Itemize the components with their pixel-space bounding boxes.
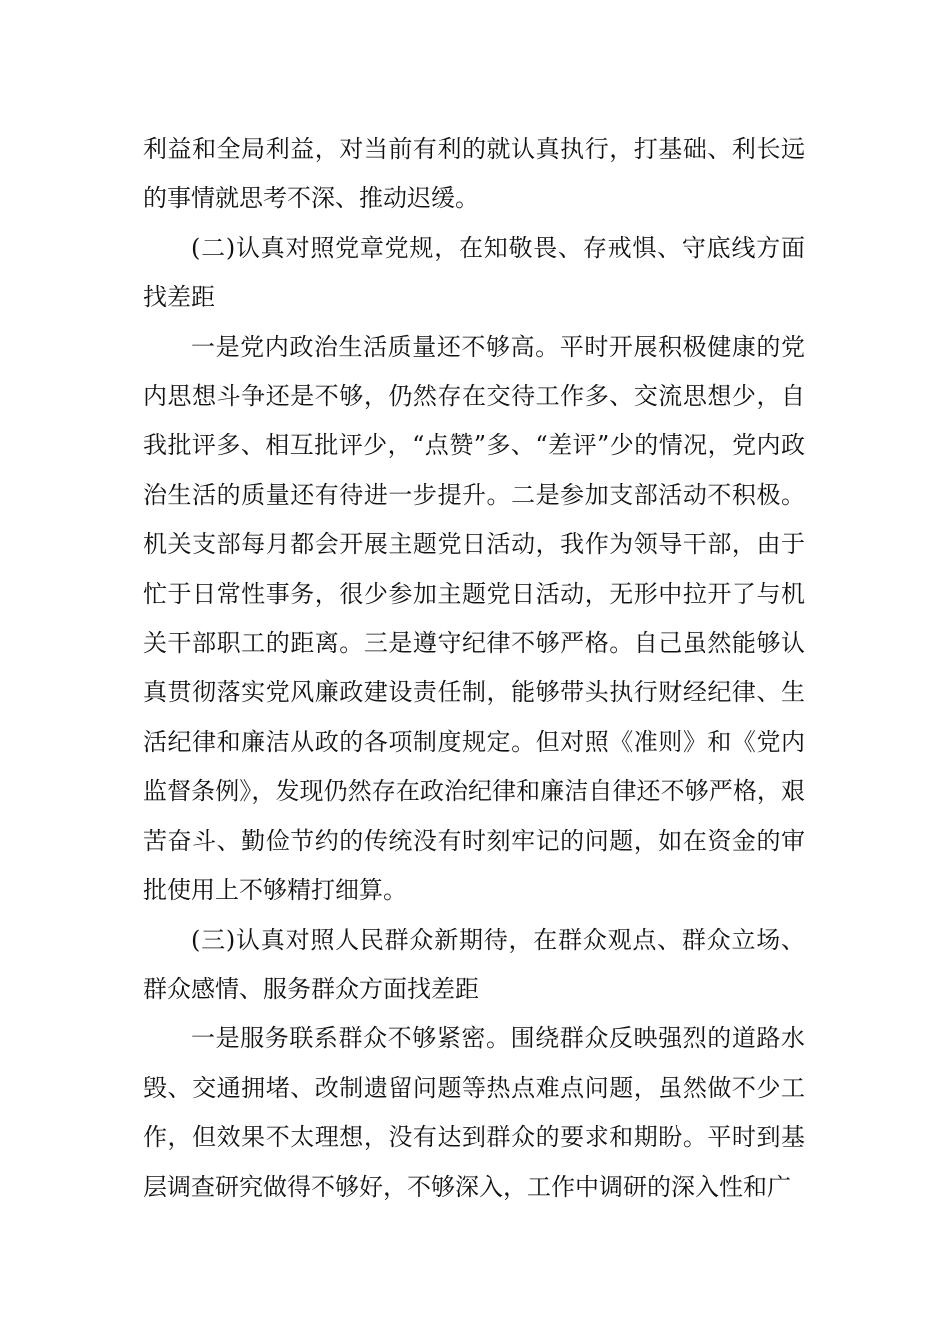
document-page xyxy=(143,125,805,1212)
section-heading-three: (三)认真对照人民群众新期待，在群众观点、群众立场、群众感情、服务群众方面找差距 xyxy=(143,925,805,1003)
paragraph-party-life: 一是党内政治生活质量还不够高。平时开展积极健康的党内思想斗争还是不够，仍然存在交待工作多、交流思想少，自我批评多、相互批评少，“点赞”多、“差评”少的情况，党内政治生活的质量还有待进一步提升。二是参加支部活动不积极。机关支部每月都会开展主题党日活动，我作为领导干部，由于忙于日常性事务，很少参加主题党日活动，无形中拉开了与机关干部职工的距离。三是遵守纪律不够严格。自己虽然能够认真贯彻落实党风廉政建设责任制，能够带头执行财经纪律、生活纪律和廉洁从政的各项制度规定。但对照《准则》和《党内监督条例》，发现仍然存在政治纪律和廉洁自律还不够严格，艰苦奋斗、勤俭节约的传统没有时刻牢记的问题，如在资金的审批使用上不够精打细算。 xyxy=(143,332,805,905)
section-heading-two: (二)认真对照党章党规，在知敬畏、存戒惧、守底线方面找差距 xyxy=(143,233,805,312)
paragraph-continued: 利益和全局利益，对当前有利的就认真执行，打基础、利长远的事情就思考不深、推动迟缓。 xyxy=(143,135,805,213)
paragraph-serving-masses: 一是服务联系群众不够紧密。围绕群众反映强烈的道路水毁、交通拥堵、改制遗留问题等热点难点问题，虽然做不少工作，但效果不太理想，没有达到群众的要求和期盼。平时到基层调查研究做得不够好，不够深入，工作中调研的深入性和广 xyxy=(143,1024,805,1201)
